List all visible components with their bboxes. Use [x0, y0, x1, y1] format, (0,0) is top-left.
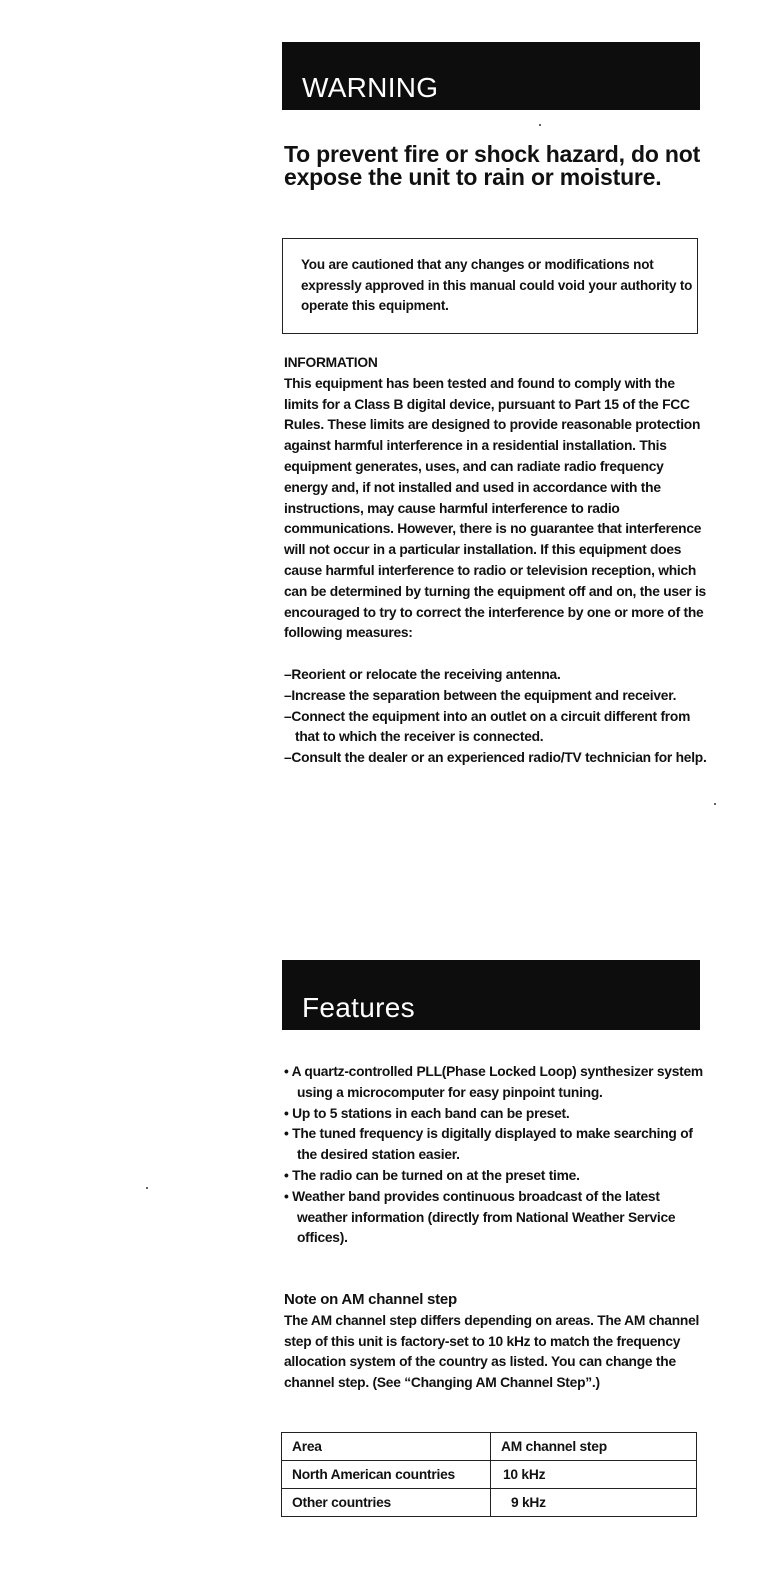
warning-title: WARNING	[302, 72, 439, 103]
table-row	[282, 1489, 697, 1517]
table-cell: North American countries	[282, 1461, 491, 1489]
hazard-headline: To prevent fire or shock hazard, do not expose the unit to rain or moisture.	[284, 141, 701, 190]
measures-list	[284, 665, 709, 769]
scan-speck	[714, 803, 716, 805]
am-channel-step-table	[281, 1432, 697, 1517]
list-item: –Reorient or relocate the receiving antenna.	[284, 666, 561, 682]
information-section	[284, 353, 709, 769]
table-header: AM channel step	[491, 1433, 697, 1461]
features-title: Features	[302, 992, 415, 1023]
table-cell: 10 kHz	[491, 1461, 697, 1489]
caution-box: You are cautioned that any changes or modifications not expressly approved in this manual could void your authority to operate this equipment.	[282, 238, 698, 334]
scan-speck	[146, 1187, 148, 1189]
list-item: • Up to 5 stations in each band can be preset.	[284, 1105, 570, 1121]
features-banner	[282, 960, 700, 1030]
list-item: –Increase the separation between the equipment and receiver.	[284, 687, 677, 703]
table-header: Area	[282, 1433, 491, 1461]
warning-banner	[282, 42, 700, 110]
note-section	[284, 1290, 709, 1394]
table-header-row	[282, 1433, 697, 1461]
note-title: Note on AM channel step	[284, 1291, 457, 1308]
list-item: • The tuned frequency is digitally displayed to make searching of the desired station easier.	[284, 1126, 693, 1163]
table-cell: 9 kHz	[491, 1489, 697, 1517]
information-heading: INFORMATION	[284, 355, 378, 370]
list-item: • The radio can be turned on at the preset time.	[284, 1167, 580, 1183]
list-item: • A quartz-controlled PLL(Phase Locked Loop) synthesizer system using a microcomputer for easy pinpoint tuning.	[284, 1064, 703, 1100]
note-text: The AM channel step differs depending on areas. The AM channel step of this unit is factory-set to 10 kHz to match the frequency allocation system of the country as listed. You can change the channel step. (See “Changing AM Channel Step”.)	[284, 1312, 700, 1391]
list-item: –Consult the dealer or an experienced radio/TV technician for help.	[284, 750, 707, 766]
scan-speck	[539, 124, 541, 126]
list-item: –Connect the equipment into an outlet on a circuit different from that to which the receiver is connected.	[284, 708, 691, 745]
table-cell: Other countries	[282, 1489, 491, 1517]
list-item: • Weather band provides continuous broadcast of the latest weather information (directly from National Weather Service offices).	[284, 1188, 676, 1246]
features-list	[284, 1062, 709, 1249]
information-text: This equipment has been tested and found to comply with the limits for a Class B digital device, pursuant to Part 15 of the FCC Rules. These limits are designed to provide reasonable protection against harmful interference in a residential installation. This equipment generates, uses, and can radiate radio frequency energy and, if not installed and used in accordance with the instructions, may cause harmful interference to radio communications. However, there is no guarantee that interference will not occur in a particular installation. If this equipment does cause harmful interference to radio or television reception, which can be determined by turning the equipment off and on, the user is encouraged to try to correct the interference by one or more of the following measures:	[284, 375, 706, 641]
table-row	[282, 1461, 697, 1489]
features-section	[284, 1062, 709, 1249]
